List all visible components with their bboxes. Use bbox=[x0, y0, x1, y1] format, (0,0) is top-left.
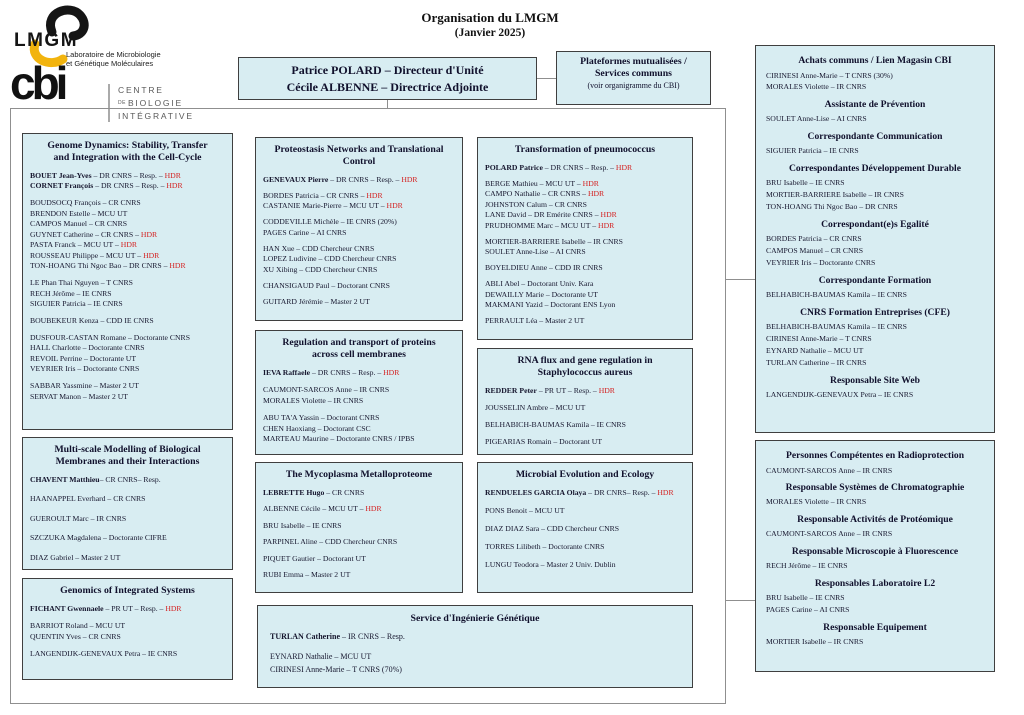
member-line: JOUSSELIN Ambre – MCU UT bbox=[485, 402, 586, 412]
member-line: BRU Isabelle – IE CNRS bbox=[263, 520, 342, 530]
member-line: LUNGU Teodora – Master 2 Univ. Dublin bbox=[485, 559, 616, 569]
team-box-pneumococcus-transformation bbox=[477, 137, 693, 340]
section-heading: Achats communs / Lien Magasin CBI bbox=[798, 55, 952, 66]
member-group bbox=[485, 386, 685, 396]
member-line: PERRAULT Léa – Master 2 UT bbox=[485, 316, 585, 326]
member-group bbox=[30, 198, 225, 271]
hdr-flag: HDR bbox=[165, 603, 182, 613]
member-line: TON-HOANG Thi Ngoc Bao – DR CNRS bbox=[766, 202, 898, 212]
hdr-flag: HDR bbox=[120, 240, 138, 250]
section-heading: Correspondant(e)s Egalité bbox=[821, 218, 929, 230]
section-heading: Responsable Site Web bbox=[830, 374, 920, 386]
platforms-box bbox=[556, 51, 711, 105]
member-line: MORALES Violette – IR CNRS bbox=[263, 395, 364, 405]
member-line: MORALES Violette – IR CNRS bbox=[766, 82, 867, 92]
member-line: JOHNSTON Calum – CR CNRS bbox=[485, 199, 587, 209]
member-line: SABBAR Yassmine – Master 2 UT bbox=[30, 381, 139, 391]
team-box-multiscale-modelling bbox=[22, 437, 233, 570]
member-line: PONS Benoit – MCU UT bbox=[485, 505, 565, 515]
lmgm-subtitle-line2: et Génétique Moléculaires bbox=[66, 59, 154, 68]
hdr-flag: HDR bbox=[598, 385, 615, 395]
member-line: BRU Isabelle – IE CNRS bbox=[766, 593, 845, 603]
hdr-flag: HDR bbox=[598, 220, 615, 230]
member-group bbox=[30, 316, 225, 326]
member-line: VEYRIER Iris – Doctorante CNRS bbox=[766, 258, 876, 268]
team-title: Regulation and transport of proteins across cell membranes bbox=[282, 337, 436, 360]
member-line: BOYELDIEU Anne – CDD IR CNRS bbox=[485, 263, 603, 273]
team-title: Genome Dynamics: Stability, Transfer and Integration with the Cell-Cycle bbox=[47, 140, 208, 163]
member-line: LANGENDIJK-GENEVAUX Petra – IE CNRS bbox=[766, 390, 914, 400]
member-line: POLARD Patrice – DR CNRS – Resp. – HDR bbox=[485, 162, 633, 172]
hdr-flag: HDR bbox=[386, 201, 403, 211]
section-heading: Correspondante Communication bbox=[807, 130, 943, 142]
member-group bbox=[30, 278, 225, 309]
member-group bbox=[30, 553, 225, 563]
member-name: FICHANT Gwennaele bbox=[30, 603, 104, 613]
member-group bbox=[263, 570, 455, 580]
member-line: VEYRIER Iris – Doctorante CNRS bbox=[30, 364, 140, 374]
member-line: SOULET Anne-Lise – AI CNRS bbox=[485, 247, 586, 257]
cbi-wordmark: cbi bbox=[10, 57, 65, 109]
section-heading: Responsable Equipement bbox=[823, 621, 927, 633]
member-line: CODDEVILLE Michèle – IE CNRS (20%) bbox=[263, 217, 397, 227]
member-line: BOUDSOCQ François – CR CNRS bbox=[30, 198, 141, 208]
member-line: HAANAPPEL Everhard – CR CNRS bbox=[30, 494, 146, 504]
member-line: CAUMONT-SARCOS Anne – IR CNRS bbox=[766, 529, 893, 539]
member-name: IEVA Raffaele bbox=[263, 367, 311, 377]
team-box-genome-dynamics bbox=[22, 133, 233, 430]
member-line: TORRES Lilibeth – Doctorante CNRS bbox=[485, 541, 605, 551]
member-line: LE Phan Thai Nguyen – T CNRS bbox=[30, 278, 133, 288]
member-line: EYNARD Nathalie – MCU UT bbox=[270, 651, 372, 661]
hdr-flag: HDR bbox=[366, 190, 383, 200]
member-line: BELHABICH-BAUMAS Kamila – IE CNRS bbox=[766, 322, 907, 332]
cbi-biologie-label: BIOLOGIE bbox=[127, 97, 183, 108]
team-box-mycoplasma-metalloproteome bbox=[255, 462, 463, 593]
platforms-line2: Services communs bbox=[594, 68, 672, 79]
member-line: CHAVENT Matthieu– CR CNRS– Resp. bbox=[30, 474, 161, 484]
member-line: CHANSIGAUD Paul – Doctorant CNRS bbox=[263, 280, 390, 290]
connector-frame-support-box bbox=[726, 279, 755, 280]
member-name: TURLAN Catherine bbox=[270, 631, 340, 641]
lmgm-subtitle bbox=[66, 50, 161, 68]
member-line: DIAZ DIAZ Sara – CDD Chercheur CNRS bbox=[485, 523, 620, 533]
team-box-proteostasis bbox=[255, 137, 463, 321]
section-heading: Responsable Systèmes de Chromatographie bbox=[785, 481, 965, 493]
member-group bbox=[30, 494, 225, 504]
member-group bbox=[485, 524, 685, 534]
member-group bbox=[263, 521, 455, 531]
member-group bbox=[30, 475, 225, 485]
member-name: LEBRETTE Hugo bbox=[263, 487, 325, 497]
team-title: Service d'Ingénierie Génétique bbox=[410, 613, 540, 624]
member-line: SOULET Anne-Lise – AI CNRS bbox=[766, 114, 867, 124]
member-line: GUITARD Jérémie – Master 2 UT bbox=[263, 296, 370, 306]
member-line: QUENTIN Yves – CR CNRS bbox=[30, 631, 121, 641]
hdr-flag: HDR bbox=[365, 504, 382, 514]
member-line: GENEVAUX Pierre – DR CNRS – Resp. – HDR bbox=[263, 174, 418, 184]
member-group bbox=[485, 506, 685, 516]
member-line: BERGE Mathieu – MCU UT – HDR bbox=[485, 178, 599, 188]
page-title-line2: (Janvier 2025) bbox=[454, 27, 526, 39]
member-line: MORTIER-BARRIERE Isabelle – IR CNRS bbox=[485, 236, 623, 246]
team-title: The Mycoplasma Metalloproteome bbox=[285, 469, 433, 480]
member-line: BELHABICH-BAUMAS Kamila – IE CNRS bbox=[485, 419, 626, 429]
platforms-line1: Plateformes mutualisées / bbox=[580, 56, 687, 67]
member-line: SZCZUKA Magdalena – Doctorante CIFRE bbox=[30, 533, 167, 543]
team-title: Transformation of pneumococcus bbox=[514, 144, 656, 155]
member-line: RUBI Emma – Master 2 UT bbox=[263, 570, 351, 580]
member-line: BARRIOT Roland – MCU UT bbox=[30, 621, 126, 631]
member-line: CAMPOS Manuel – CR CNRS bbox=[30, 219, 127, 229]
member-group bbox=[263, 281, 455, 291]
member-group bbox=[485, 560, 685, 570]
member-line: CASTANIE Marie-Pierre – MCU UT – HDR bbox=[263, 201, 403, 211]
member-line: REDDER Peter – PR UT – Resp. – HDR bbox=[485, 385, 615, 395]
member-line: CAMPO Nathalie – CR CNRS – HDR bbox=[485, 189, 605, 199]
team-box-rna-flux bbox=[477, 348, 693, 455]
member-line: LANE David – DR Emérite CNRS – HDR bbox=[485, 210, 617, 220]
member-group bbox=[30, 514, 225, 524]
member-group bbox=[263, 504, 455, 514]
team-title: Genomics of Integrated Systems bbox=[60, 585, 195, 596]
member-line: CIRINESI Anne-Marie – T CNRS bbox=[766, 334, 872, 344]
member-group bbox=[263, 368, 455, 378]
member-group bbox=[30, 621, 225, 642]
member-line: TON-HOANG Thi Ngoc Bao – DR CNRS – HDR bbox=[30, 261, 186, 271]
cbi-subtitle-line3: INTÉGRATIVE bbox=[118, 110, 194, 121]
member-name: CHAVENT Matthieu bbox=[30, 474, 100, 484]
page-title-line1: Organisation du LMGM bbox=[421, 10, 559, 25]
hdr-flag: HDR bbox=[401, 174, 418, 184]
member-line: IEVA Raffaele – DR CNRS – Resp. – HDR bbox=[263, 367, 400, 377]
member-line: CAUMONT-SARCOS Anne – IR CNRS bbox=[263, 385, 390, 395]
member-name: BOUET Jean-Yves bbox=[30, 170, 92, 180]
member-line: PASTA Franck – MCU UT – HDR bbox=[30, 240, 138, 250]
member-group bbox=[263, 191, 455, 212]
director-box bbox=[238, 57, 537, 100]
member-group bbox=[263, 413, 455, 444]
member-line: RENDUELES GARCIA Olaya – DR CNRS– Resp. – HDR bbox=[485, 487, 674, 497]
member-group bbox=[485, 316, 685, 326]
member-line: HAN Xue – CDD Chercheur CNRS bbox=[263, 243, 375, 253]
team-box-genomics-integrated-systems bbox=[22, 578, 233, 680]
member-group bbox=[485, 279, 685, 310]
member-line: SERVAT Manon – Master 2 UT bbox=[30, 391, 128, 401]
member-group bbox=[263, 488, 455, 498]
member-group bbox=[30, 381, 225, 402]
member-line: BORDES Patricia – CR CNRS bbox=[766, 234, 862, 244]
member-line: LANGENDIJK-GENEVAUX Petra – IE CNRS bbox=[30, 649, 178, 659]
section-heading: Personnes Compétentes en Radioprotection bbox=[785, 450, 965, 461]
team-title: Multi-scale Modelling of Biological Membranes and their Interactions bbox=[54, 444, 201, 467]
member-line: CAUMONT-SARCOS Anne – IR CNRS bbox=[766, 465, 893, 475]
member-group bbox=[30, 333, 225, 375]
member-name: POLARD Patrice bbox=[485, 162, 543, 172]
team-box-membrane-protein-transport bbox=[255, 330, 463, 455]
section-heading: Responsable Microscopie à Fluorescence bbox=[791, 545, 959, 557]
member-line: RECH Jérôme – IE CNRS bbox=[766, 561, 848, 571]
member-line: PAGES Carine – AI CNRS bbox=[263, 227, 347, 237]
team-box-microbial-evolution bbox=[477, 462, 693, 593]
member-group bbox=[485, 437, 685, 447]
member-name: RENDUELES GARCIA Olaya bbox=[485, 487, 587, 497]
member-group bbox=[263, 244, 455, 275]
member-group bbox=[485, 263, 685, 273]
member-name: CORNET François bbox=[30, 181, 94, 191]
member-line: CORNET François – DR CNRS – Resp. – HDR bbox=[30, 181, 183, 191]
member-group bbox=[270, 650, 680, 677]
member-line: CIRINESI Anne-Marie – T CNRS (70%) bbox=[270, 665, 402, 675]
member-line: ALBENNE Cécile – MCU UT – HDR bbox=[263, 504, 382, 514]
hdr-flag: HDR bbox=[615, 162, 633, 172]
member-group bbox=[263, 554, 455, 564]
member-line: BORDES Patricia – CR CNRS – HDR bbox=[263, 190, 383, 200]
platforms-note: (voir organigramme du CBI) bbox=[587, 81, 680, 90]
member-line: MORTIER Isabelle – IR CNRS bbox=[766, 637, 864, 647]
director-line: Patrice POLARD – Directeur d'Unité bbox=[291, 63, 484, 77]
member-group bbox=[263, 385, 455, 406]
member-line: BRU Isabelle – IE CNRS bbox=[766, 178, 845, 188]
member-group bbox=[485, 163, 685, 173]
member-line: BRENDON Estelle – MCU UT bbox=[30, 208, 128, 218]
section-heading: CNRS Formation Entreprises (CFE) bbox=[800, 306, 950, 318]
deputy-director-line: Cécile ALBENNE – Directrice Adjointe bbox=[286, 80, 489, 94]
member-line: PARPINEL Aline – CDD Chercheur CNRS bbox=[263, 537, 398, 547]
member-line: DEWAILLY Marie – Doctorante UT bbox=[485, 289, 598, 299]
member-line: CAMPOS Manuel – CR CNRS bbox=[766, 246, 863, 256]
member-group bbox=[263, 175, 455, 185]
member-name: REDDER Peter bbox=[485, 385, 537, 395]
member-name: GENEVAUX Pierre bbox=[263, 174, 329, 184]
hdr-flag: HDR bbox=[166, 181, 183, 191]
member-line: TURLAN Catherine – IR CNRS bbox=[766, 358, 867, 368]
member-line: ABLI Abel – Doctorant Univ. Kara bbox=[485, 279, 594, 289]
service-box-genetic-engineering bbox=[257, 605, 693, 688]
hdr-flag: HDR bbox=[600, 210, 617, 220]
member-line: RECH Jérôme – IE CNRS bbox=[30, 288, 112, 298]
member-line: EYNARD Nathalie – MCU UT bbox=[766, 346, 864, 356]
member-line: DIAZ Gabriel – Master 2 UT bbox=[30, 552, 121, 562]
cbi-subtitle-line1: CENTRE bbox=[118, 85, 164, 95]
section-heading: Responsable Activités de Protéomique bbox=[797, 513, 953, 525]
member-line: LOPEZ Ludivine – CDD Chercheur CNRS bbox=[263, 254, 397, 264]
member-line: PIGEARIAS Romain – Doctorant UT bbox=[485, 436, 603, 446]
connector-director-platforms bbox=[537, 78, 556, 79]
hdr-flag: HDR bbox=[657, 487, 674, 497]
member-line: REVOIL Perrine – Doctorante UT bbox=[30, 353, 137, 363]
cbi-de-label: DE bbox=[118, 100, 126, 106]
member-line: ROUSSEAU Philippe – MCU UT – HDR bbox=[30, 250, 160, 260]
member-group bbox=[30, 171, 225, 192]
member-line: LEBRETTE Hugo – CR CNRS bbox=[263, 487, 365, 497]
member-line: PIQUET Gautier – Doctorant UT bbox=[263, 553, 366, 563]
member-line: CIRINESI Anne-Marie – T CNRS (30%) bbox=[766, 70, 893, 80]
page-title bbox=[330, 10, 650, 40]
member-line: MARTEAU Maurine – Doctorante CNRS / IPBS bbox=[263, 434, 415, 444]
member-line: PAGES Carine – AI CNRS bbox=[766, 605, 850, 615]
member-line: MORTIER-BARRIERE Isabelle – IR CNRS bbox=[766, 190, 904, 200]
member-group bbox=[263, 537, 455, 547]
member-group bbox=[485, 179, 685, 231]
section-heading: Correspondantes Développement Durable bbox=[789, 162, 961, 174]
section-heading: Correspondante Formation bbox=[818, 274, 932, 286]
lmgm-wordmark: LMGM bbox=[14, 30, 79, 51]
member-group bbox=[263, 297, 455, 307]
section-heading: Assistante de Prévention bbox=[824, 98, 926, 110]
hdr-flag: HDR bbox=[143, 250, 160, 260]
member-line: ABU TA'A Yassin – Doctorant CNRS bbox=[263, 413, 380, 423]
hdr-flag: HDR bbox=[582, 178, 599, 188]
member-group bbox=[30, 604, 225, 614]
member-line: BOUBEKEUR Kenza – CDD IE CNRS bbox=[30, 316, 154, 325]
member-line: MAKMANI Yazid – Doctorant ENS Lyon bbox=[485, 300, 616, 310]
member-line: XU Xibing – CDD Chercheur CNRS bbox=[263, 264, 378, 274]
technical-roles-box bbox=[755, 440, 995, 672]
lmgm-subtitle-line1: Laboratoire de Microbiologie bbox=[66, 50, 161, 59]
member-group bbox=[485, 542, 685, 552]
member-line: BELHABICH-BAUMAS Kamila – IE CNRS bbox=[766, 290, 907, 300]
team-title: Microbial Evolution and Ecology bbox=[515, 469, 655, 480]
connector-director-frame bbox=[387, 100, 388, 109]
member-group bbox=[485, 420, 685, 430]
connector-frame-technical-box bbox=[726, 600, 755, 601]
member-line: SIGUIER Patricia – IE CNRS bbox=[766, 146, 859, 156]
member-line: BOUET Jean-Yves – DR CNRS – Resp. – HDR bbox=[30, 170, 181, 180]
member-group bbox=[30, 649, 225, 659]
member-group bbox=[270, 630, 680, 644]
member-line: HALL Charlotte – Doctorante CNRS bbox=[30, 343, 145, 353]
hdr-flag: HDR bbox=[169, 261, 186, 271]
member-group bbox=[485, 403, 685, 413]
member-line: SIGUIER Patricia – IE CNRS bbox=[30, 299, 123, 309]
team-title: Proteostasis Networks and Translational Control bbox=[274, 144, 444, 167]
hdr-flag: HDR bbox=[164, 170, 181, 180]
member-line: DUSFOUR-CASTAN Romane – Doctorante CNRS bbox=[30, 332, 190, 342]
member-line: TURLAN Catherine – IR CNRS – Resp. bbox=[270, 631, 405, 641]
support-roles-box bbox=[755, 45, 995, 433]
member-group bbox=[30, 533, 225, 543]
member-group bbox=[485, 237, 685, 258]
hdr-flag: HDR bbox=[140, 229, 158, 239]
member-line: PRUDHOMME Marc – MCU UT – HDR bbox=[485, 220, 615, 230]
member-line: GUEROULT Marc – IR CNRS bbox=[30, 513, 127, 523]
hdr-flag: HDR bbox=[587, 189, 605, 199]
section-heading: Responsables Laboratoire L2 bbox=[814, 577, 936, 589]
team-title: RNA flux and gene regulation in Staphylococcus aureus bbox=[517, 355, 653, 378]
member-line: CHEN Haoxiang – Doctorant CSC bbox=[263, 423, 371, 433]
member-group bbox=[263, 217, 455, 238]
member-line: MORALES Violette – IR CNRS bbox=[766, 497, 867, 507]
member-line: GUYNET Catherine – CR CNRS – HDR bbox=[30, 229, 158, 239]
member-group bbox=[485, 488, 685, 498]
member-line: FICHANT Gwennaele – PR UT – Resp. – HDR bbox=[30, 603, 182, 613]
hdr-flag: HDR bbox=[383, 367, 400, 377]
